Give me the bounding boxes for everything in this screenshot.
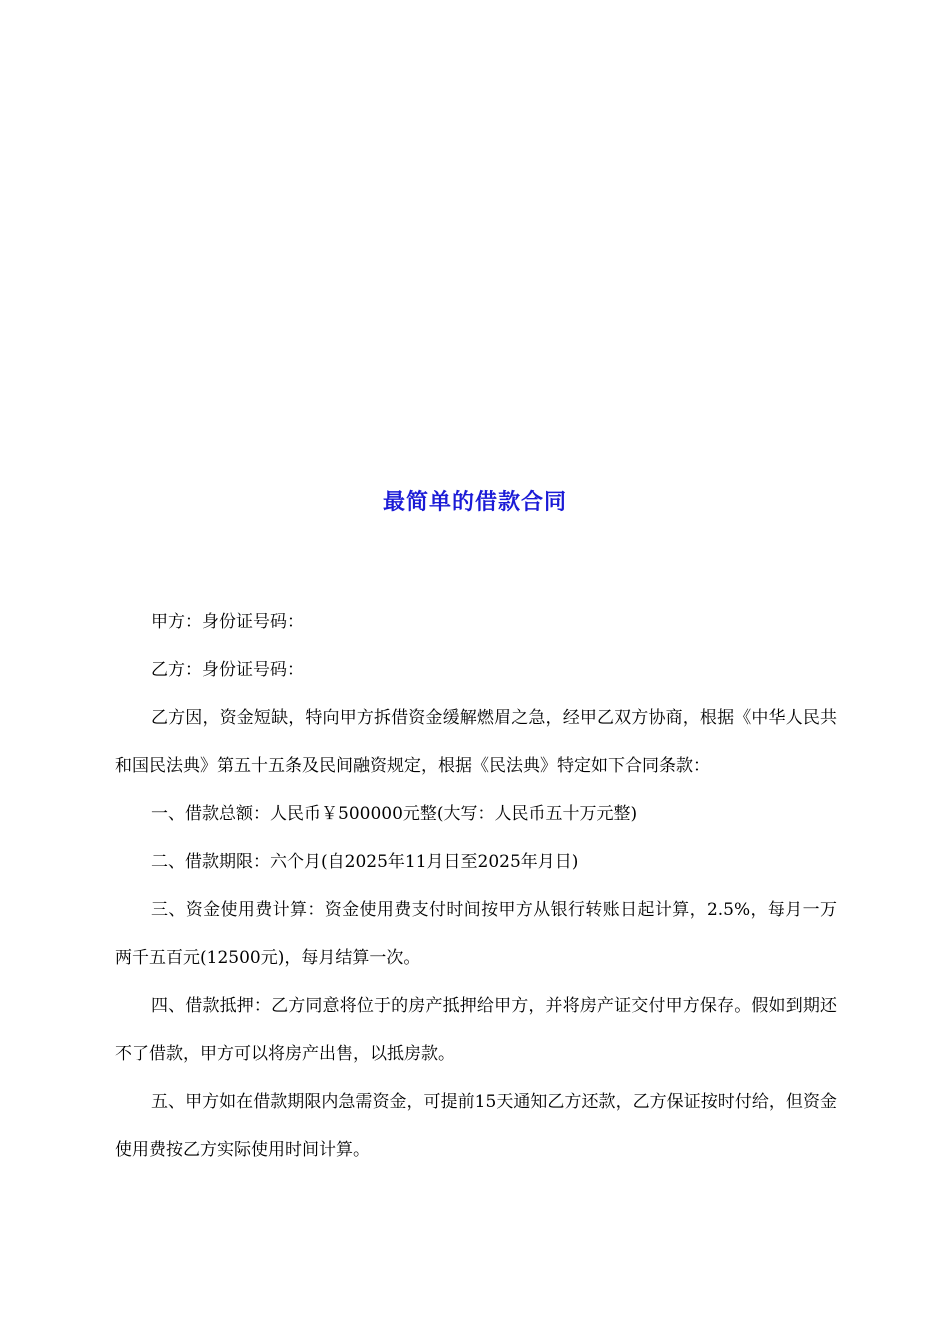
document-body <box>115 598 837 1174</box>
clause-5-early-repayment: 五、甲方如在借款期限内急需资金，可提前15天通知乙方还款，乙方保证按时付给，但资金使用费按乙方实际使用时间计算。 <box>115 1092 837 1160</box>
clause-4-collateral: 四、借款抵押：乙方同意将位于的房产抵押给甲方，并将房产证交付甲方保存。假如到期还不了借款，甲方可以将房产出售，以抵房款。 <box>115 996 837 1064</box>
clause-1-loan-amount: 一、借款总额：人民币￥500000元整(大写：人民币五十万元整) <box>151 804 638 824</box>
clause-2-loan-term: 二、借款期限：六个月(自2025年11月日至2025年月日) <box>151 852 579 872</box>
document-title: 最简单的借款合同 <box>382 490 567 515</box>
party-a-line: 甲方：身份证号码： <box>151 612 304 632</box>
preamble-paragraph: 乙方因，资金短缺，特向甲方拆借资金缓解燃眉之急，经甲乙双方协商，根据《中华人民共和国民法典》第五十五条及民间融资规定，根据《民法典》特定如下合同条款： <box>115 708 837 776</box>
party-b-line: 乙方：身份证号码： <box>151 660 304 680</box>
clause-3-fee-calculation: 三、资金使用费计算：资金使用费支付时间按甲方从银行转账日起计算，2.5%，每月一万两千五百元(12500元)，每月结算一次。 <box>115 900 837 968</box>
